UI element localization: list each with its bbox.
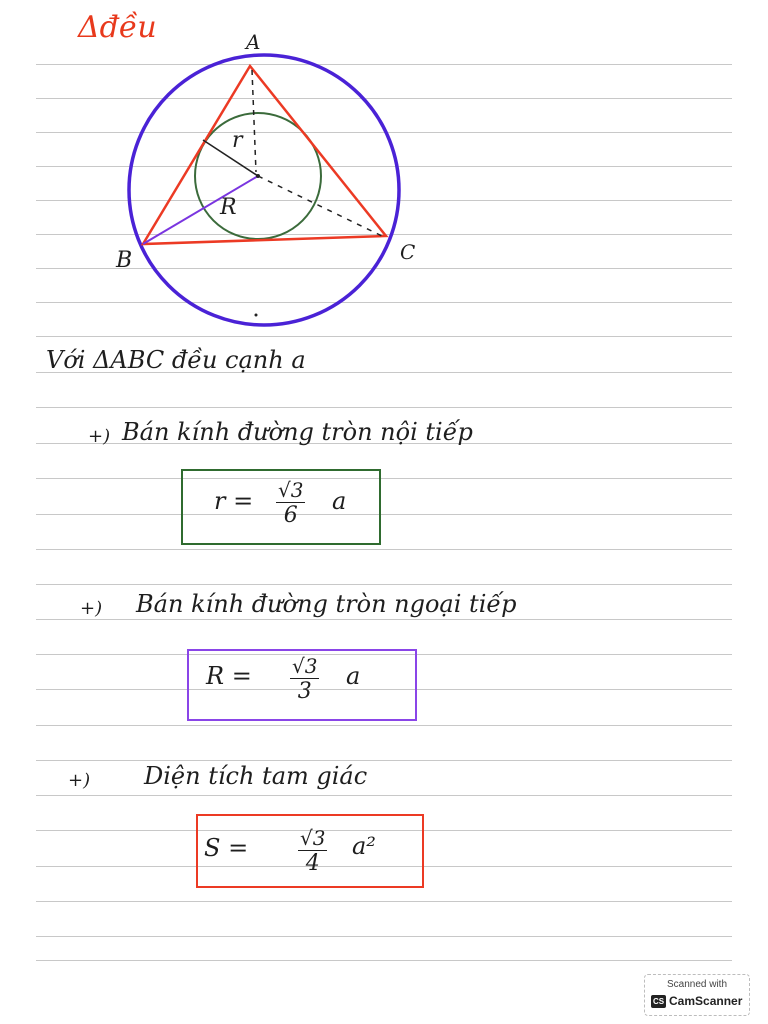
badge-top-text: Scanned with bbox=[666, 979, 728, 990]
item1-fraction bbox=[276, 478, 305, 529]
item1-heading: Bán kính đường tròn nội tiếp bbox=[122, 418, 473, 446]
circumradius-segment bbox=[143, 176, 258, 244]
item1-numerator: √3 bbox=[278, 478, 304, 502]
circumradius-label: R bbox=[220, 195, 237, 220]
intro-text: Với ΔABC đều cạnh a bbox=[46, 346, 306, 374]
item1-rhs: a bbox=[332, 487, 347, 515]
item2-bullet: +) bbox=[80, 598, 103, 619]
item3-fraction bbox=[298, 826, 327, 877]
vertex-c-label: C bbox=[400, 240, 416, 264]
altitude-dashed bbox=[252, 70, 256, 172]
center-point bbox=[256, 174, 260, 178]
item1-lhs: r = bbox=[214, 487, 254, 515]
inradius-segment bbox=[203, 140, 258, 176]
item3-bullet: +) bbox=[68, 770, 91, 791]
item2-lhs: R = bbox=[206, 662, 252, 690]
item2-heading: Bán kính đường tròn ngoại tiếp bbox=[136, 590, 517, 618]
item3-denominator: 4 bbox=[305, 851, 320, 876]
item3-numerator: √3 bbox=[300, 826, 326, 850]
item2-rhs: a bbox=[346, 662, 361, 690]
camscanner-badge bbox=[644, 974, 750, 1016]
item2-denominator: 3 bbox=[297, 679, 312, 704]
item2-fraction bbox=[290, 654, 319, 705]
vertex-b-label: B bbox=[116, 248, 133, 273]
item1-denominator: 6 bbox=[283, 503, 298, 528]
camscanner-logo-icon: CS bbox=[652, 997, 665, 1006]
circumcircle bbox=[129, 55, 399, 325]
triangle-abc bbox=[143, 66, 386, 244]
item3-lhs: S = bbox=[204, 834, 249, 862]
vertex-a-label: A bbox=[246, 30, 261, 54]
item2-numerator: √3 bbox=[292, 654, 318, 678]
item3-heading: Diện tích tam giác bbox=[144, 762, 368, 790]
item3-rhs: a² bbox=[352, 832, 376, 860]
item1-bullet: +) bbox=[88, 426, 111, 447]
badge-name-text: CamScanner bbox=[669, 994, 743, 1008]
triangle-figure bbox=[0, 0, 768, 340]
inradius-label: r bbox=[232, 128, 243, 153]
page-title: Δđều bbox=[78, 10, 157, 45]
bottom-mark bbox=[255, 314, 258, 317]
